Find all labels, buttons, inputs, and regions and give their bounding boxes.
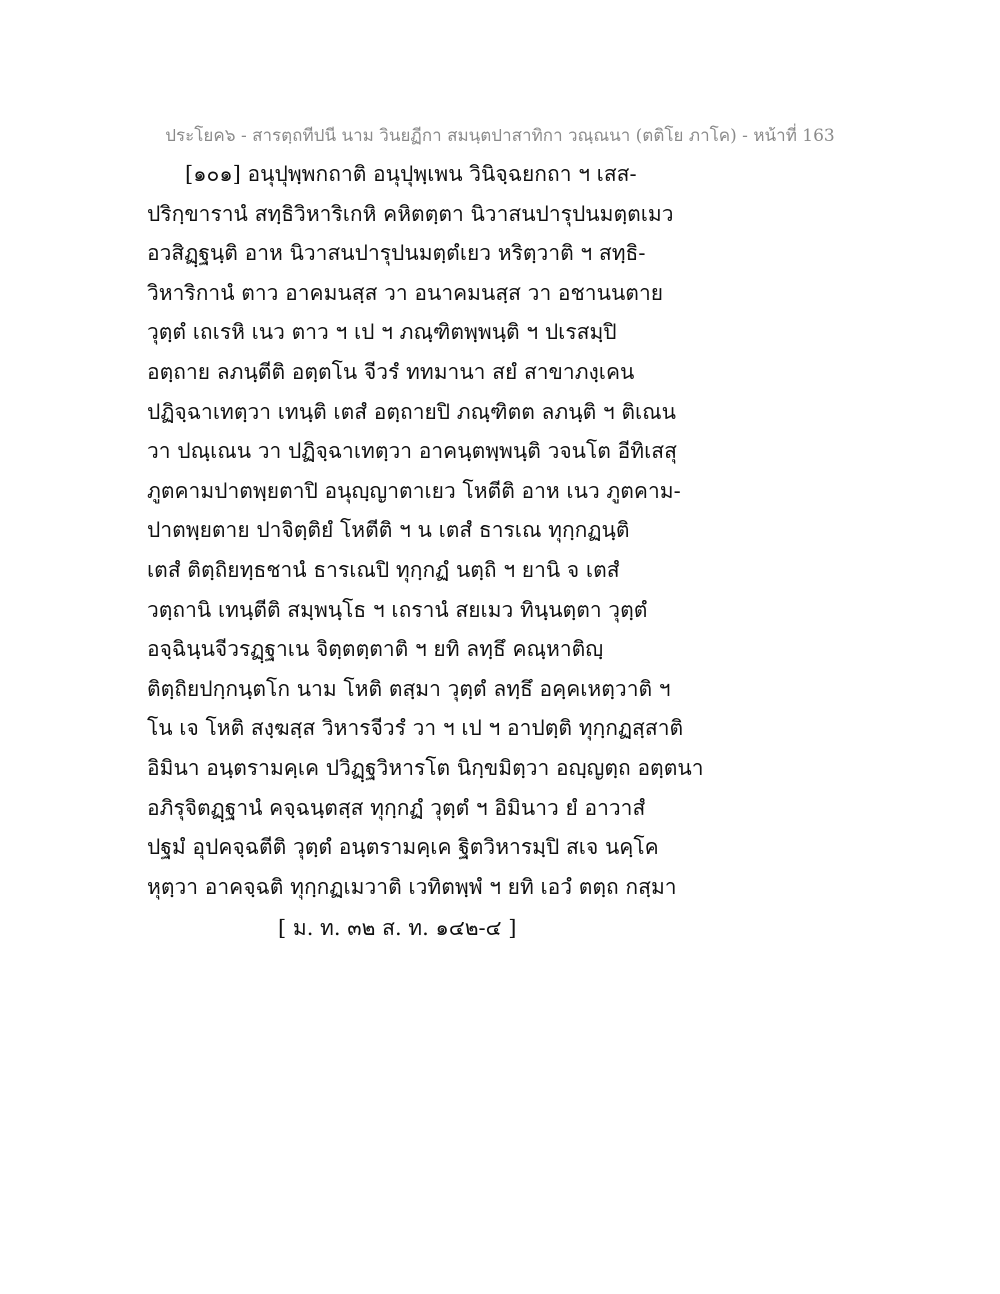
text-line: อภิรุจิตฏฺฐานํ คจฺฉนฺตสฺส ทุกฺกฏํ วุตฺตํ ฯ อิมินาว ยํ อาวาสํ: [147, 795, 646, 820]
running-header: ประโยค๖ - สารตฺถทีปนี นาม วินยฏีกา สมนฺตปาสาทิกา วณฺณนา (ตติโย ภาโค) - หน้าที่ 163: [165, 126, 835, 146]
text-line: วุตฺตํ เถเรหิ เนว ตาว ฯ เป ฯ ภณฺฑิตพฺพนฺติ ฯ ปเรสมฺปิ: [147, 320, 617, 345]
text-line: ภูตคามปาตพฺยตาปิ อนุญฺญาตาเยว โหตีติ อาห เนว ภูตคาม-: [147, 478, 681, 503]
text-line: วตฺถานิ เทนฺตีติ สมฺพนฺโธ ฯ เถรานํ สยเมว ทินฺนตฺตา วุตฺตํ: [147, 597, 648, 622]
text-line: ปฐมํ อุปคจฺฉตีติ วุตฺตํ อนฺตรามคฺเค ฐิตวิหารมฺปิ สเจ นคฺโค: [147, 835, 659, 860]
text-line: ปาตพฺยตาย ปาจิตฺติยํ โหตีติ ฯ น เตสํ ธารเณ ทุกฺกฏนฺติ: [147, 518, 630, 543]
text-line: อิมินา อนฺตรามคฺเค ปวิฏฺฐวิหารโต นิกฺขมิตฺวา อญฺญตฺถ อตฺตนา: [147, 755, 704, 780]
text-line: หุตฺวา อาคจฺฉติ ทุกฺกฏเมวาติ เวทิตพฺพํ ฯ ยทิ เอวํ ตตฺถ กสฺมา: [147, 874, 677, 899]
pali-commentary-text: [147, 155, 847, 907]
text-line: ปฏิจฺฉาเทตฺวา เทนฺติ เตสํ อตฺถายปิ ภณฺฑิตต ลภนฺติ ฯ ติเณน: [147, 399, 677, 424]
text-line: ปริกฺขารานํ สทฺธิวิหาริเกหิ คหิตตฺตา นิวาสนปารุปนมตฺตเมว: [147, 201, 674, 226]
text-line: ติตฺถิยปกฺกนฺตโก นาม โหติ ตสฺมา วุตฺตํ ลทฺธึ อคฺคเหตฺวาติ ฯ: [147, 676, 671, 701]
text-line: อตฺถาย ลภนฺตีติ อตฺตโน จีวรํ ททมานา สยํ สาขาภงฺเคน: [147, 359, 635, 384]
text-line: อจฺฉินฺนจีวรฏฺฐาเน จิตฺตตฺตาติ ฯ ยทิ ลทฺธึ คณฺหาติญฺ: [147, 637, 604, 662]
text-line: โน เจ โหติ สงฺฆสฺส วิหารจีวรํ วา ฯ เป ฯ อาปตฺติ ทุกฺกฏสฺสาติ: [147, 716, 684, 741]
text-line: [๑๐๑] อนุปุพฺพกถาติ อนุปุพฺเพน วินิจฺฉยกถา ฯ เสส-: [185, 162, 637, 186]
text-line: วิหาริกานํ ตาว อาคมนสฺส วา อนาคมนสฺส วา อชานนตาย: [147, 280, 664, 305]
text-line: วา ปณฺเณน วา ปฏิจฺฉาเทตฺวา อาคนฺตพฺพนฺติ วจนโต อีทิเสสุ: [147, 439, 677, 464]
text-line: เตสํ ติตฺถิยทฺธชานํ ธารเณปิ ทุกฺกฏํ นตฺถิ ฯ ยานิ จ เตสํ: [147, 557, 620, 582]
text-line: อวสิฏฺฐนฺติ อาห นิวาสนปารุปนมตฺตํเยว หริตฺวาติ ฯ สทฺธิ-: [147, 241, 646, 266]
source-reference: [ ม. ท. ๓๒ ส. ท. ๑๔๒-๔ ]: [278, 916, 517, 940]
